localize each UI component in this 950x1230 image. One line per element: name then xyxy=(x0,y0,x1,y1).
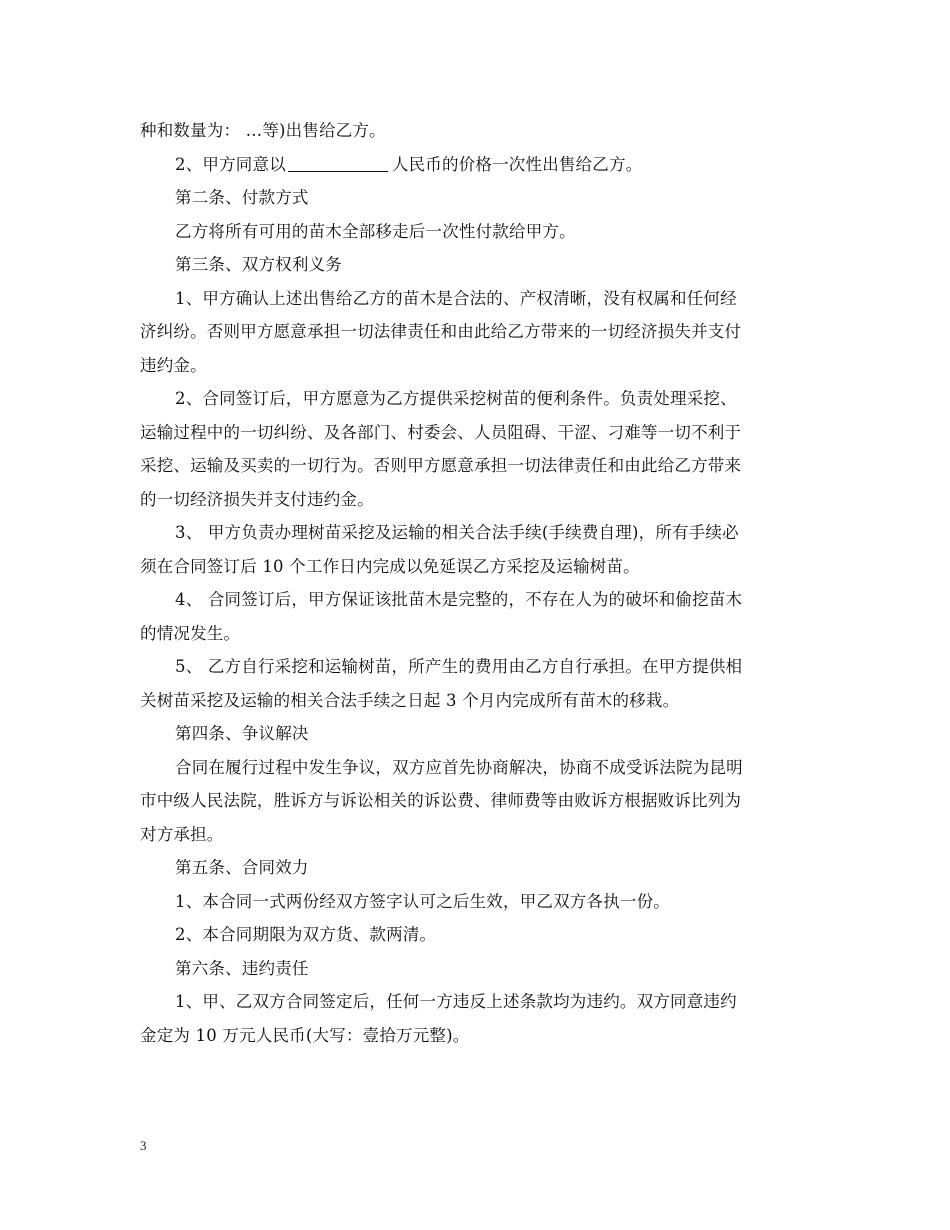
section-heading: 第三条、双方权利义务 xyxy=(175,255,342,274)
text-line: 市中级人民法院，胜诉方与诉讼相关的诉讼费、律师费等由败诉方根据败诉比列为 xyxy=(140,791,742,810)
text-line: 4、 合同签订后，甲方保证该批苗木是完整的，不存在人为的破坏和偷挖苗木 xyxy=(175,590,743,609)
text-line: 乙方将所有可用的苗木全部移走后一次性付款给甲方。 xyxy=(175,221,576,241)
text-line: 2、本合同期限为双方货、款两清。 xyxy=(175,925,437,944)
text-line: 种和数量为： …等)出售给乙方。 xyxy=(140,121,386,140)
text-line: 济纠纷。否则甲方愿意承担一切法律责任和由此给乙方带来的一切经济损失并支付 xyxy=(140,322,742,341)
text-line: 2、合同签订后，甲方愿意为乙方提供采挖树苗的便利条件。负责处理采挖、 xyxy=(175,389,737,408)
line-text-before-blank: 2、甲方同意以 xyxy=(175,154,286,174)
text-line-with-blank xyxy=(140,148,812,182)
section-heading: 第四条、争议解决 xyxy=(175,724,309,743)
text-line: 的情况发生。 xyxy=(140,623,241,643)
section-heading: 第五条、合同效力 xyxy=(175,858,309,877)
text-line: 1、甲方确认上述出售给乙方的苗木是合法的、产权清晰，没有权属和任何经 xyxy=(175,288,737,308)
text-line: 1、本合同一式两份经双方签字认可之后生效，甲乙双方各执一份。 xyxy=(175,891,670,911)
text-line: 1、甲、乙双方合同签定后，任何一方违反上述条款均为违约。双方同意违约 xyxy=(175,992,737,1011)
text-line: 3、 甲方负责办理树苗采挖及运输的相关合法手续(手续费自理)，所有手续必 xyxy=(175,523,739,542)
text-line: 采挖、运输及买卖的一切行为。否则甲方愿意承担一切法律责任和由此给乙方带来 xyxy=(140,456,742,475)
text-line: 5、 乙方自行采挖和运输树苗，所产生的费用由乙方自行承担。在甲方提供相 xyxy=(175,657,743,676)
section-heading: 第二条、付款方式 xyxy=(175,188,309,207)
document-body xyxy=(140,114,812,1052)
text-line: 金定为 10 万元人民币(大写：壹拾万元整)。 xyxy=(140,1025,470,1045)
fill-in-blank xyxy=(288,153,388,172)
text-line: 关树苗采挖及运输的相关合法手续之日起 3 个月内完成所有苗木的移栽。 xyxy=(140,690,680,710)
text-line: 合同在履行过程中发生争议，双方应首先协商解决，协商不成受诉法院为昆明 xyxy=(175,757,743,777)
text-line: 对方承担。 xyxy=(140,824,224,844)
text-line: 运输过程中的一切纠纷、及各部门、村委会、人员阻碍、干涩、刁难等一切不利于 xyxy=(140,422,742,442)
line-text-after-blank: 人民币的价格一次性出售给乙方。 xyxy=(391,154,643,174)
text-line: 须在合同签订后 10 个工作日内完成以免延误乙方采挖及运输树苗。 xyxy=(140,556,640,576)
text-line: 的一切经济损失并支付违约金。 xyxy=(140,489,374,509)
text-line: 违约金。 xyxy=(140,355,207,375)
page-number: 3 xyxy=(140,1138,147,1153)
section-heading: 第六条、违约责任 xyxy=(175,958,309,978)
